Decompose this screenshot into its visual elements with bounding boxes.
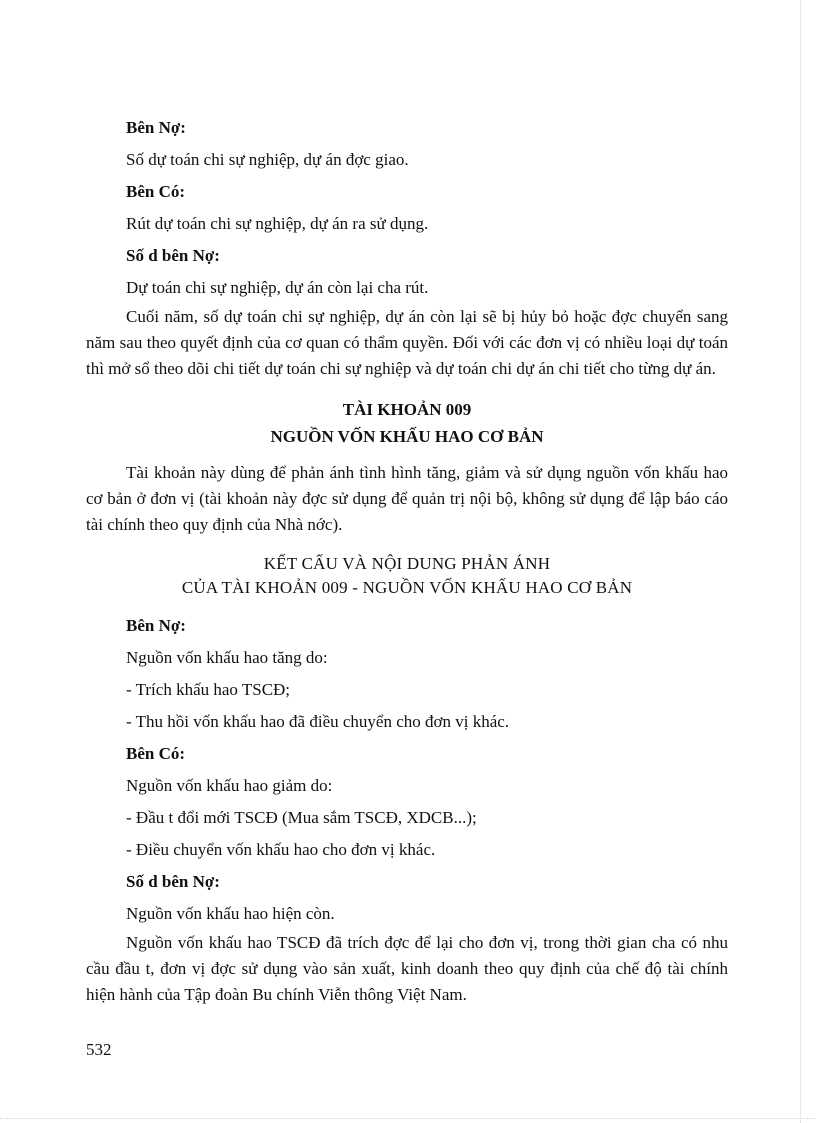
account-heading-line2: NGUỒN VỐN KHẤU HAO CƠ BẢN xyxy=(270,427,544,446)
page-number: 532 xyxy=(86,1040,112,1059)
document-page xyxy=(86,112,728,1008)
balance-label-2: Số d bên Nợ: xyxy=(126,872,220,891)
year-end-paragraph: Cuối năm, số dự toán chi sự nghiệp, dự án còn lại sẽ bị hủy bỏ hoặc đợc chuyển sang năm sau theo quyết định của cơ quan có thẩm quyền. Đối với các đơn vị có nhiều loại dự toán thì mở sổ theo dõi chi tiết dự toán chi sự nghiệp và dự toán chi dự án chi tiết cho từng dự án. xyxy=(86,307,728,378)
account-heading xyxy=(86,396,728,450)
credit-line: Nguồn vốn khấu hao giảm do: xyxy=(126,776,333,795)
depreciation-paragraph: Nguồn vốn khấu hao TSCĐ đã trích đợc để lại cho đơn vị, trong thời gian cha có nhu cầu đầu t, đơn vị đợc sử dụng vào sản xuất, kinh doanh theo quy định của chế độ tài chính hiện hành của Tập đoàn Bu chính Viễn thông Việt Nam. xyxy=(86,933,728,1004)
credit-label: Bên Có: xyxy=(126,182,186,201)
balance-text: Dự toán chi sự nghiệp, dự án còn lại cha rút. xyxy=(126,278,429,297)
account-heading-line1: TÀI KHOẢN 009 xyxy=(342,400,472,419)
page-edge-bottom xyxy=(0,1118,816,1119)
structure-heading-line2: CỦA TÀI KHOẢN 009 - NGUỒN VỐN KHẤU HAO CƠ BẢN xyxy=(181,578,633,597)
credit-line: - Đầu t đổi mới TSCĐ (Mua sắm TSCĐ, XDCB...); xyxy=(126,808,477,827)
debit-label-2: Bên Nợ: xyxy=(126,616,186,635)
structure-heading-line1: KẾT CẤU VÀ NỘI DUNG PHẢN ÁNH xyxy=(263,554,551,573)
debit-label: Bên Nợ: xyxy=(126,118,186,137)
credit-label-2: Bên Có: xyxy=(126,744,186,763)
credit-text: Rút dự toán chi sự nghiệp, dự án ra sử dụng. xyxy=(126,214,429,233)
debit-text: Số dự toán chi sự nghiệp, dự án đợc giao. xyxy=(126,150,409,169)
credit-line: - Điều chuyển vốn khấu hao cho đơn vị khác. xyxy=(126,840,436,859)
debit-line: Nguồn vốn khấu hao tăng do: xyxy=(126,648,328,667)
debit-line: - Thu hồi vốn khấu hao đã điều chuyển cho đơn vị khác. xyxy=(126,712,510,731)
structure-heading xyxy=(86,552,728,600)
intro-paragraph: Tài khoản này dùng để phản ánh tình hình tăng, giảm và sử dụng nguồn vốn khấu hao cơ bản ở đơn vị (tài khoản này đợc sử dụng để quản trị nội bộ, không sử dụng để lập báo cáo tài chính theo quy định của Nhà nớc). xyxy=(86,463,728,534)
page-edge-right xyxy=(800,0,801,1123)
balance-label: Số d bên Nợ: xyxy=(126,246,220,265)
debit-line: - Trích khấu hao TSCĐ; xyxy=(126,680,291,699)
balance-text-2: Nguồn vốn khấu hao hiện còn. xyxy=(126,904,335,923)
